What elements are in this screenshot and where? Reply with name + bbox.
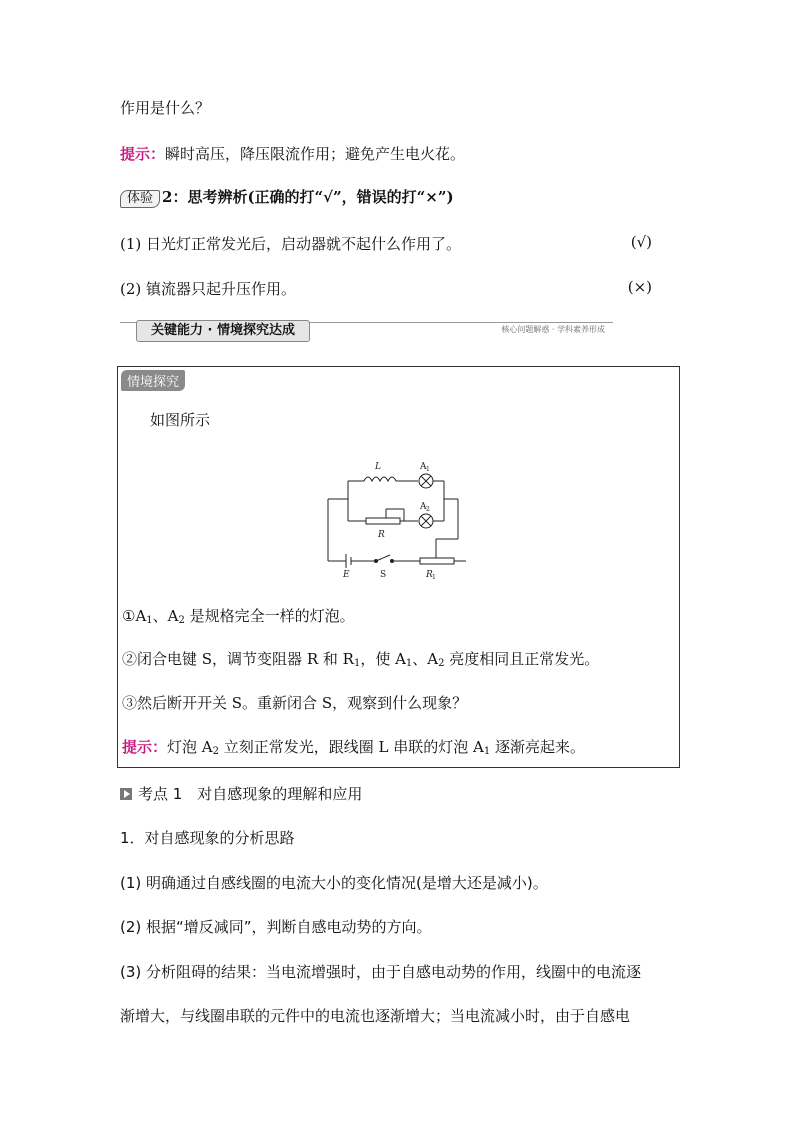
hint-label: 提示： bbox=[120, 145, 166, 163]
rheostat-r1 bbox=[420, 558, 454, 564]
judge-mark-2: (×) bbox=[627, 278, 652, 296]
scenario-point-1: $①A_1$、$A_2$ 是规格完全一样的灯泡。 bbox=[122, 607, 355, 626]
section-banner bbox=[120, 318, 613, 342]
experience-badge: 体验 bbox=[120, 190, 160, 208]
svg-text:1: 1 bbox=[432, 574, 436, 581]
svg-text:A: A bbox=[420, 462, 427, 472]
kaodian-step-3-line-2: 渐增大，与线圈串联的元件中的电流也逐渐增大；当电流减小时，由于自感电 bbox=[120, 1007, 631, 1025]
svg-text:R: R bbox=[426, 570, 433, 580]
play-icon bbox=[120, 788, 132, 800]
scenario-point-3: ③然后断开开关 S。重新闭合 S，观察到什么现象？ bbox=[122, 694, 468, 712]
kaodian-step-1: (1) 明确通过自感线圈的电流大小的变化情况(是增大还是减小)。 bbox=[120, 874, 548, 892]
svg-text:2: 2 bbox=[426, 506, 430, 513]
inductor-coil bbox=[364, 477, 396, 481]
circuit-diagram bbox=[318, 455, 478, 581]
banner-tab: 关键能力 · 情境探究达成 bbox=[136, 320, 310, 342]
svg-text:R: R bbox=[378, 530, 385, 540]
kaodian-step-2: (2) 根据“增反减同”，判断自感电动势的方向。 bbox=[120, 918, 432, 936]
scenario-tag: 情境探究 bbox=[121, 370, 185, 391]
scenario-box bbox=[117, 366, 680, 768]
banner-right-text: 核心问题解惑 · 学科素养形成 bbox=[501, 325, 605, 334]
judge-item-1: (1) 日光灯正常发光后，启动器就不起什么作用了。 bbox=[120, 235, 462, 253]
scenario-hint: 提示：灯泡 $A_2$ 立刻正常发光，跟线圈 L 串联的灯泡 $A_1$ 逐渐亮起来。 bbox=[122, 738, 586, 757]
experience-2 bbox=[120, 186, 454, 208]
judge-item-2: (2) 镇流器只起升压作用。 bbox=[120, 280, 297, 298]
kaodian-title: 考点 1 对自感现象的理解和应用 bbox=[120, 783, 362, 804]
scenario-point-2: ②闭合电键 S，调节变阻器 R 和 $R_1$，使 $A_1$、$A_2$ 亮度相同且正常发光。 bbox=[122, 650, 600, 669]
svg-text:A: A bbox=[420, 502, 427, 512]
experience-title: 2：思考辨析(正确的打“√”，错误的打“×”) bbox=[162, 188, 454, 206]
svg-text:L: L bbox=[375, 462, 381, 472]
hint-1 bbox=[120, 143, 465, 164]
svg-text:1: 1 bbox=[426, 466, 430, 473]
judge-mark-1: (√) bbox=[630, 233, 652, 251]
hint-text: 瞬时高压，降压限流作用；避免产生电火花。 bbox=[165, 145, 466, 163]
rheostat-r bbox=[366, 518, 400, 524]
kaodian-heading-1: 1．对自感现象的分析思路 bbox=[120, 829, 295, 847]
kaodian-step-3-line-1: (3) 分析阻碍的结果：当电流增强时，由于自感电动势的作用，线圈中的电流逐 bbox=[120, 963, 642, 981]
scenario-intro: 如图所示 bbox=[150, 411, 211, 429]
question-end: 作用是什么？ bbox=[120, 99, 211, 117]
svg-text:S: S bbox=[380, 570, 387, 580]
switch-s bbox=[376, 555, 390, 561]
svg-text:E: E bbox=[343, 570, 350, 580]
